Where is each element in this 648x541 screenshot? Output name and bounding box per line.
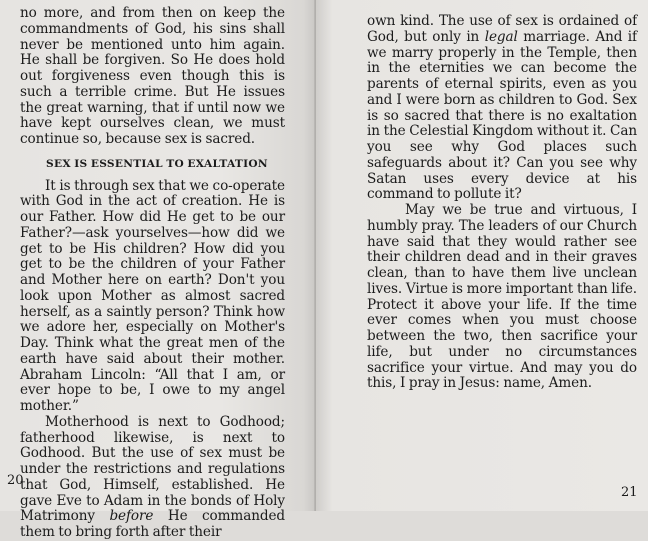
paragraph: It is through sex that we co-operate with God in the act of creation. He is our Father. How did He get to be our Father?—ask yourselves—how did we get to be His children? How did you get to be the children of your Father and Mother here on earth? Don't you look upon Mother as almost sacred herself, as a saintly person? Think how we adore her, especially on Mother's Day. Think what the great men of the earth have said about their mother. Abraham Lincoln: “All that I am, or ever hope to be, I owe to my angel mother.” [20, 177, 285, 414]
emphasis-text: before [109, 508, 154, 525]
left-page-body [20, 6, 285, 541]
paragraph: May we be true and virtuous, I humbly pray. The leaders of our Church have said that they would rather see their children dead and in their graves clean, than to have them live unclean lives. Virtue is more important than life. Protect it above your life. If the time ever comes when you must choose between the two, then sacrifice your life, but under no circumstances sacrifice your virtue. And may you do this, I pray in Jesus: name, Amen. [367, 202, 637, 392]
paragraph: Motherhood is next to Godhood; fatherhood likewise, is next to Godhood. But the use of sex must be under the restrictions and regulations that God, Himself, established. He gave Eve to Adam in the bonds of Holy Matrimony before He commanded them to bring forth after their [20, 413, 286, 540]
paragraph: no more, and from then on keep the commandments of God, his sins shall never be mentioned unto him again. He shall be forgiven. So He does hold out forgiveness even though this is such a terrible crime. But He issues the great warning, that if until now we have kept ourselves clean, we must continue so, because sex is sacred. [20, 5, 285, 147]
paragraph: own kind. The use of sex is ordained of God, but only in legal marriage. And if we marry properly in the Temple, then in the eternities we can become the parents of eternal spirits, even as you and I were born as children to God. Sex is so sacred that there is no exaltation in the Celestial Kingdom without it. Can you see why God places such safeguards about it? Can you see why Satan uses every device at his command to pollute it? [367, 13, 637, 203]
emphasis-text: legal [484, 28, 518, 45]
page-number: 20 [7, 473, 24, 488]
page-number: 21 [621, 485, 638, 500]
section-heading: SEX IS ESSENTIAL TO EXALTATION [46, 157, 268, 170]
left-page [0, 0, 316, 540]
right-page-body [367, 14, 637, 392]
